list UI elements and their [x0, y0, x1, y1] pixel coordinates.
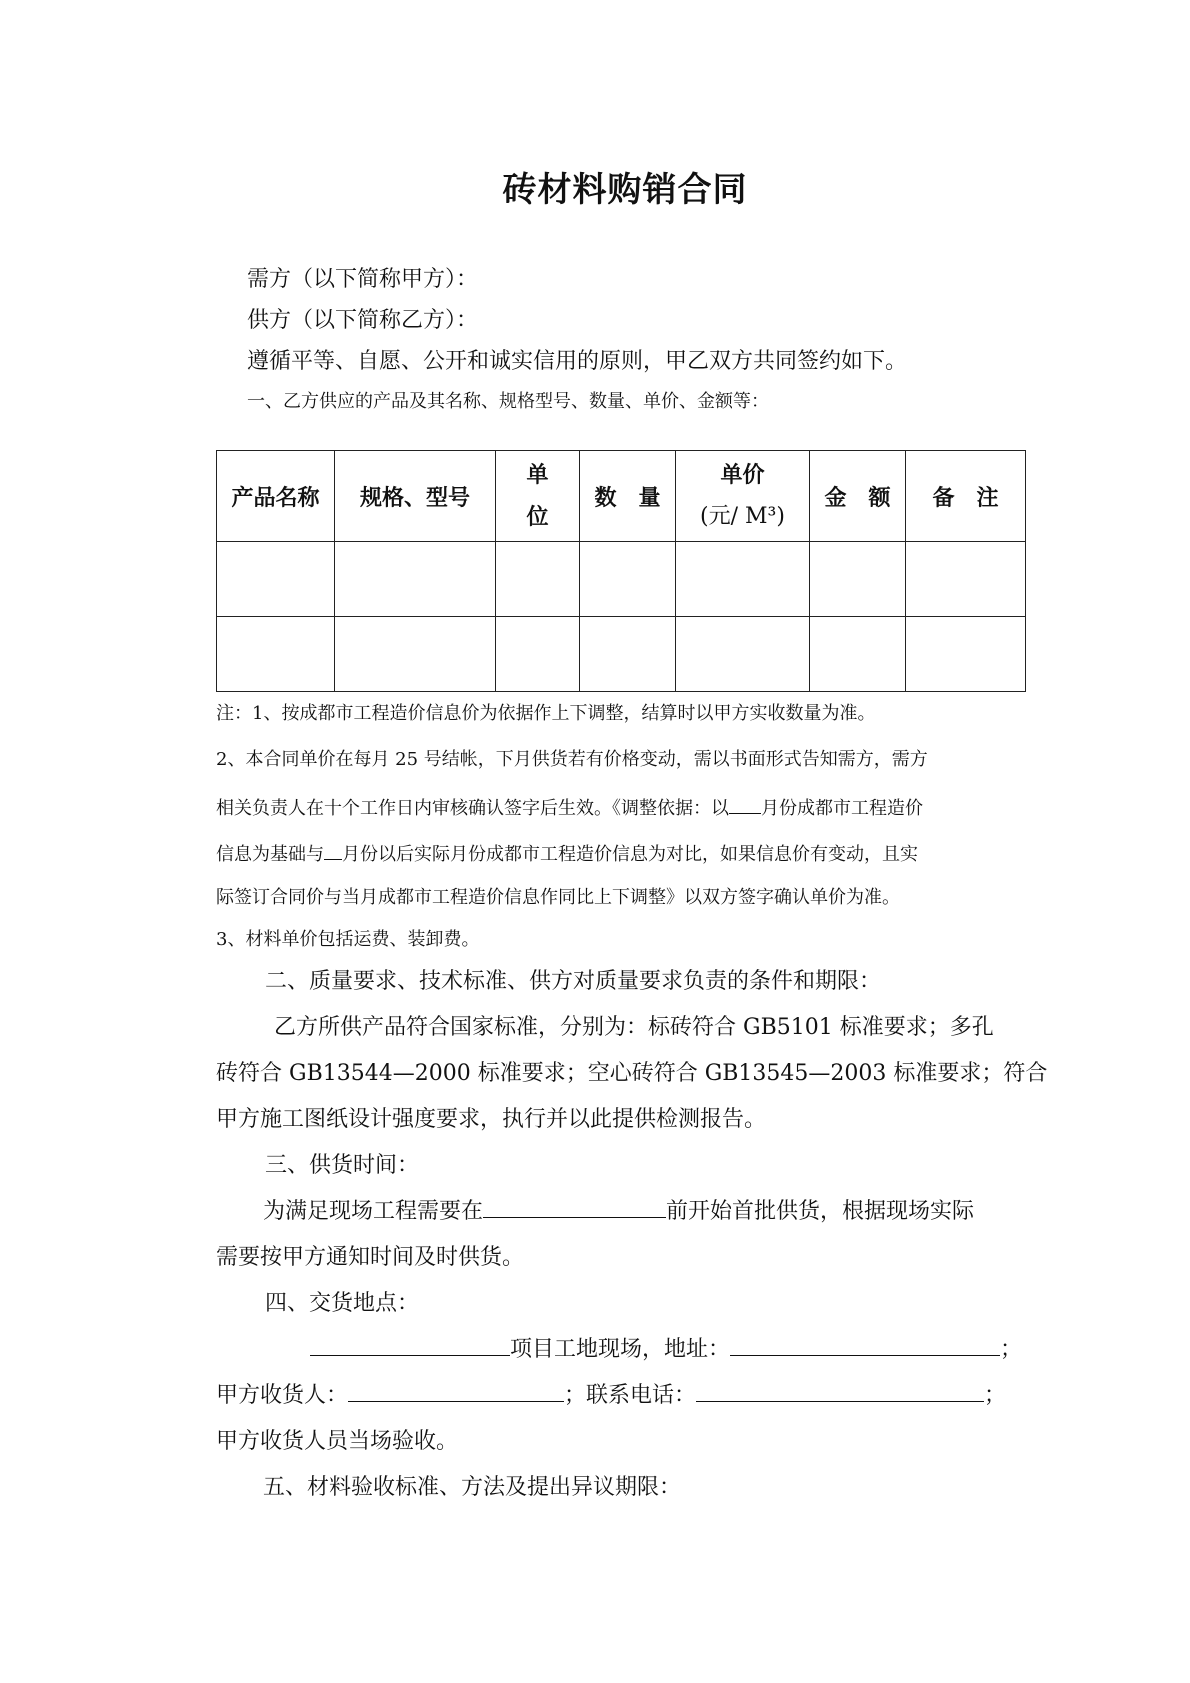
section4-heading: 四、交货地点： [265, 1291, 420, 1316]
table-cell[interactable] [906, 542, 1026, 617]
section2-line-3: 甲方施工图纸设计强度要求，执行并以此提供检测报告。 [216, 1107, 767, 1132]
table-cell[interactable] [676, 542, 810, 617]
month-blank[interactable] [729, 791, 761, 814]
table-cell[interactable] [217, 617, 335, 692]
header-spec: 规格、型号 [335, 451, 496, 542]
principle-line: 遵循平等、自愿、公开和诚实信用的原则，甲乙双方共同签约如下。 [247, 349, 908, 374]
phone-blank[interactable] [696, 1379, 984, 1402]
section2-heading: 二、质量要求、技术标准、供方对质量要求负责的条件和期限： [265, 969, 882, 994]
header-quantity: 数 量 [580, 451, 676, 542]
header-amount: 金 额 [810, 451, 906, 542]
site-line: 项目工地现场，地址： ； [310, 1332, 1022, 1363]
section1-heading: 一、乙方供应的产品及其名称、规格型号、数量、单价、金额等： [247, 391, 769, 412]
receiver-blank[interactable] [348, 1379, 564, 1402]
section3-heading: 三、供货时间： [265, 1153, 420, 1178]
table-cell[interactable] [217, 542, 335, 617]
table-cell[interactable] [676, 617, 810, 692]
table-cell[interactable] [810, 542, 906, 617]
buyer-line: 需方（以下简称甲方）： [247, 267, 479, 292]
note-3: 3、材料单价包括运费、装卸费。 [216, 929, 480, 950]
table-cell[interactable] [335, 617, 496, 692]
table-cell[interactable] [810, 617, 906, 692]
note-2: 2、本合同单价在每月 25 号结帐，下月供货若有价格变动，需以书面形式告知需方，需方 [216, 749, 928, 770]
receiver-line: 甲方收货人： ；联系电话： ； [216, 1378, 1006, 1409]
table-cell[interactable] [906, 617, 1026, 692]
header-unit: 单 位 [496, 451, 580, 542]
table-row [217, 542, 1026, 617]
table-cell[interactable] [335, 542, 496, 617]
product-table [216, 450, 1026, 692]
table-cell[interactable] [496, 542, 580, 617]
table-cell[interactable] [496, 617, 580, 692]
table-header-row [217, 451, 1026, 542]
note-2-cont2: 信息为基础与 月份以后实际月份成都市工程造价信息为对比，如果信息价有变动，且实 [216, 837, 918, 866]
seller-line: 供方（以下简称乙方）： [247, 308, 479, 333]
month-blank-2[interactable] [324, 837, 342, 860]
header-remark: 备 注 [906, 451, 1026, 542]
section3-line-1: 为满足现场工程需要在 前开始首批供货，根据现场实际 [263, 1194, 974, 1225]
note-2-cont3: 际签订合同价与当月成都市工程造价信息作同比上下调整》以双方签字确认单价为准。 [216, 887, 900, 908]
address-blank[interactable] [730, 1333, 1000, 1356]
section2-line-2: 砖符合 GB13544—2000 标准要求；空心砖符合 GB13545—2003 标准要求；符合 [216, 1061, 1048, 1086]
header-unit-price: 单价 (元/ M³) [676, 451, 810, 542]
header-product-name: 产品名称 [217, 451, 335, 542]
project-name-blank[interactable] [310, 1333, 510, 1356]
section2-line-1: 乙方所供产品符合国家标准，分别为：标砖符合 GB5101 标准要求；多孔 [274, 1015, 994, 1040]
section5-heading: 五、材料验收标准、方法及提出异议期限： [263, 1475, 682, 1500]
table-row [217, 617, 1026, 692]
inspect-line: 甲方收货人员当场验收。 [216, 1429, 459, 1454]
table-cell[interactable] [580, 542, 676, 617]
supply-date-blank[interactable] [483, 1195, 666, 1218]
note-1: 注：1、按成都市工程造价信息价为依据作上下调整，结算时以甲方实收数量为准。 [216, 703, 876, 724]
note-2-cont: 相关负责人在十个工作日内审核确认签字后生效。《调整依据：以 月份成都市工程造价 [216, 791, 923, 820]
section3-line-2: 需要按甲方通知时间及时供货。 [216, 1245, 525, 1270]
document-title: 砖材料购销合同 [502, 170, 748, 210]
table-cell[interactable] [580, 617, 676, 692]
